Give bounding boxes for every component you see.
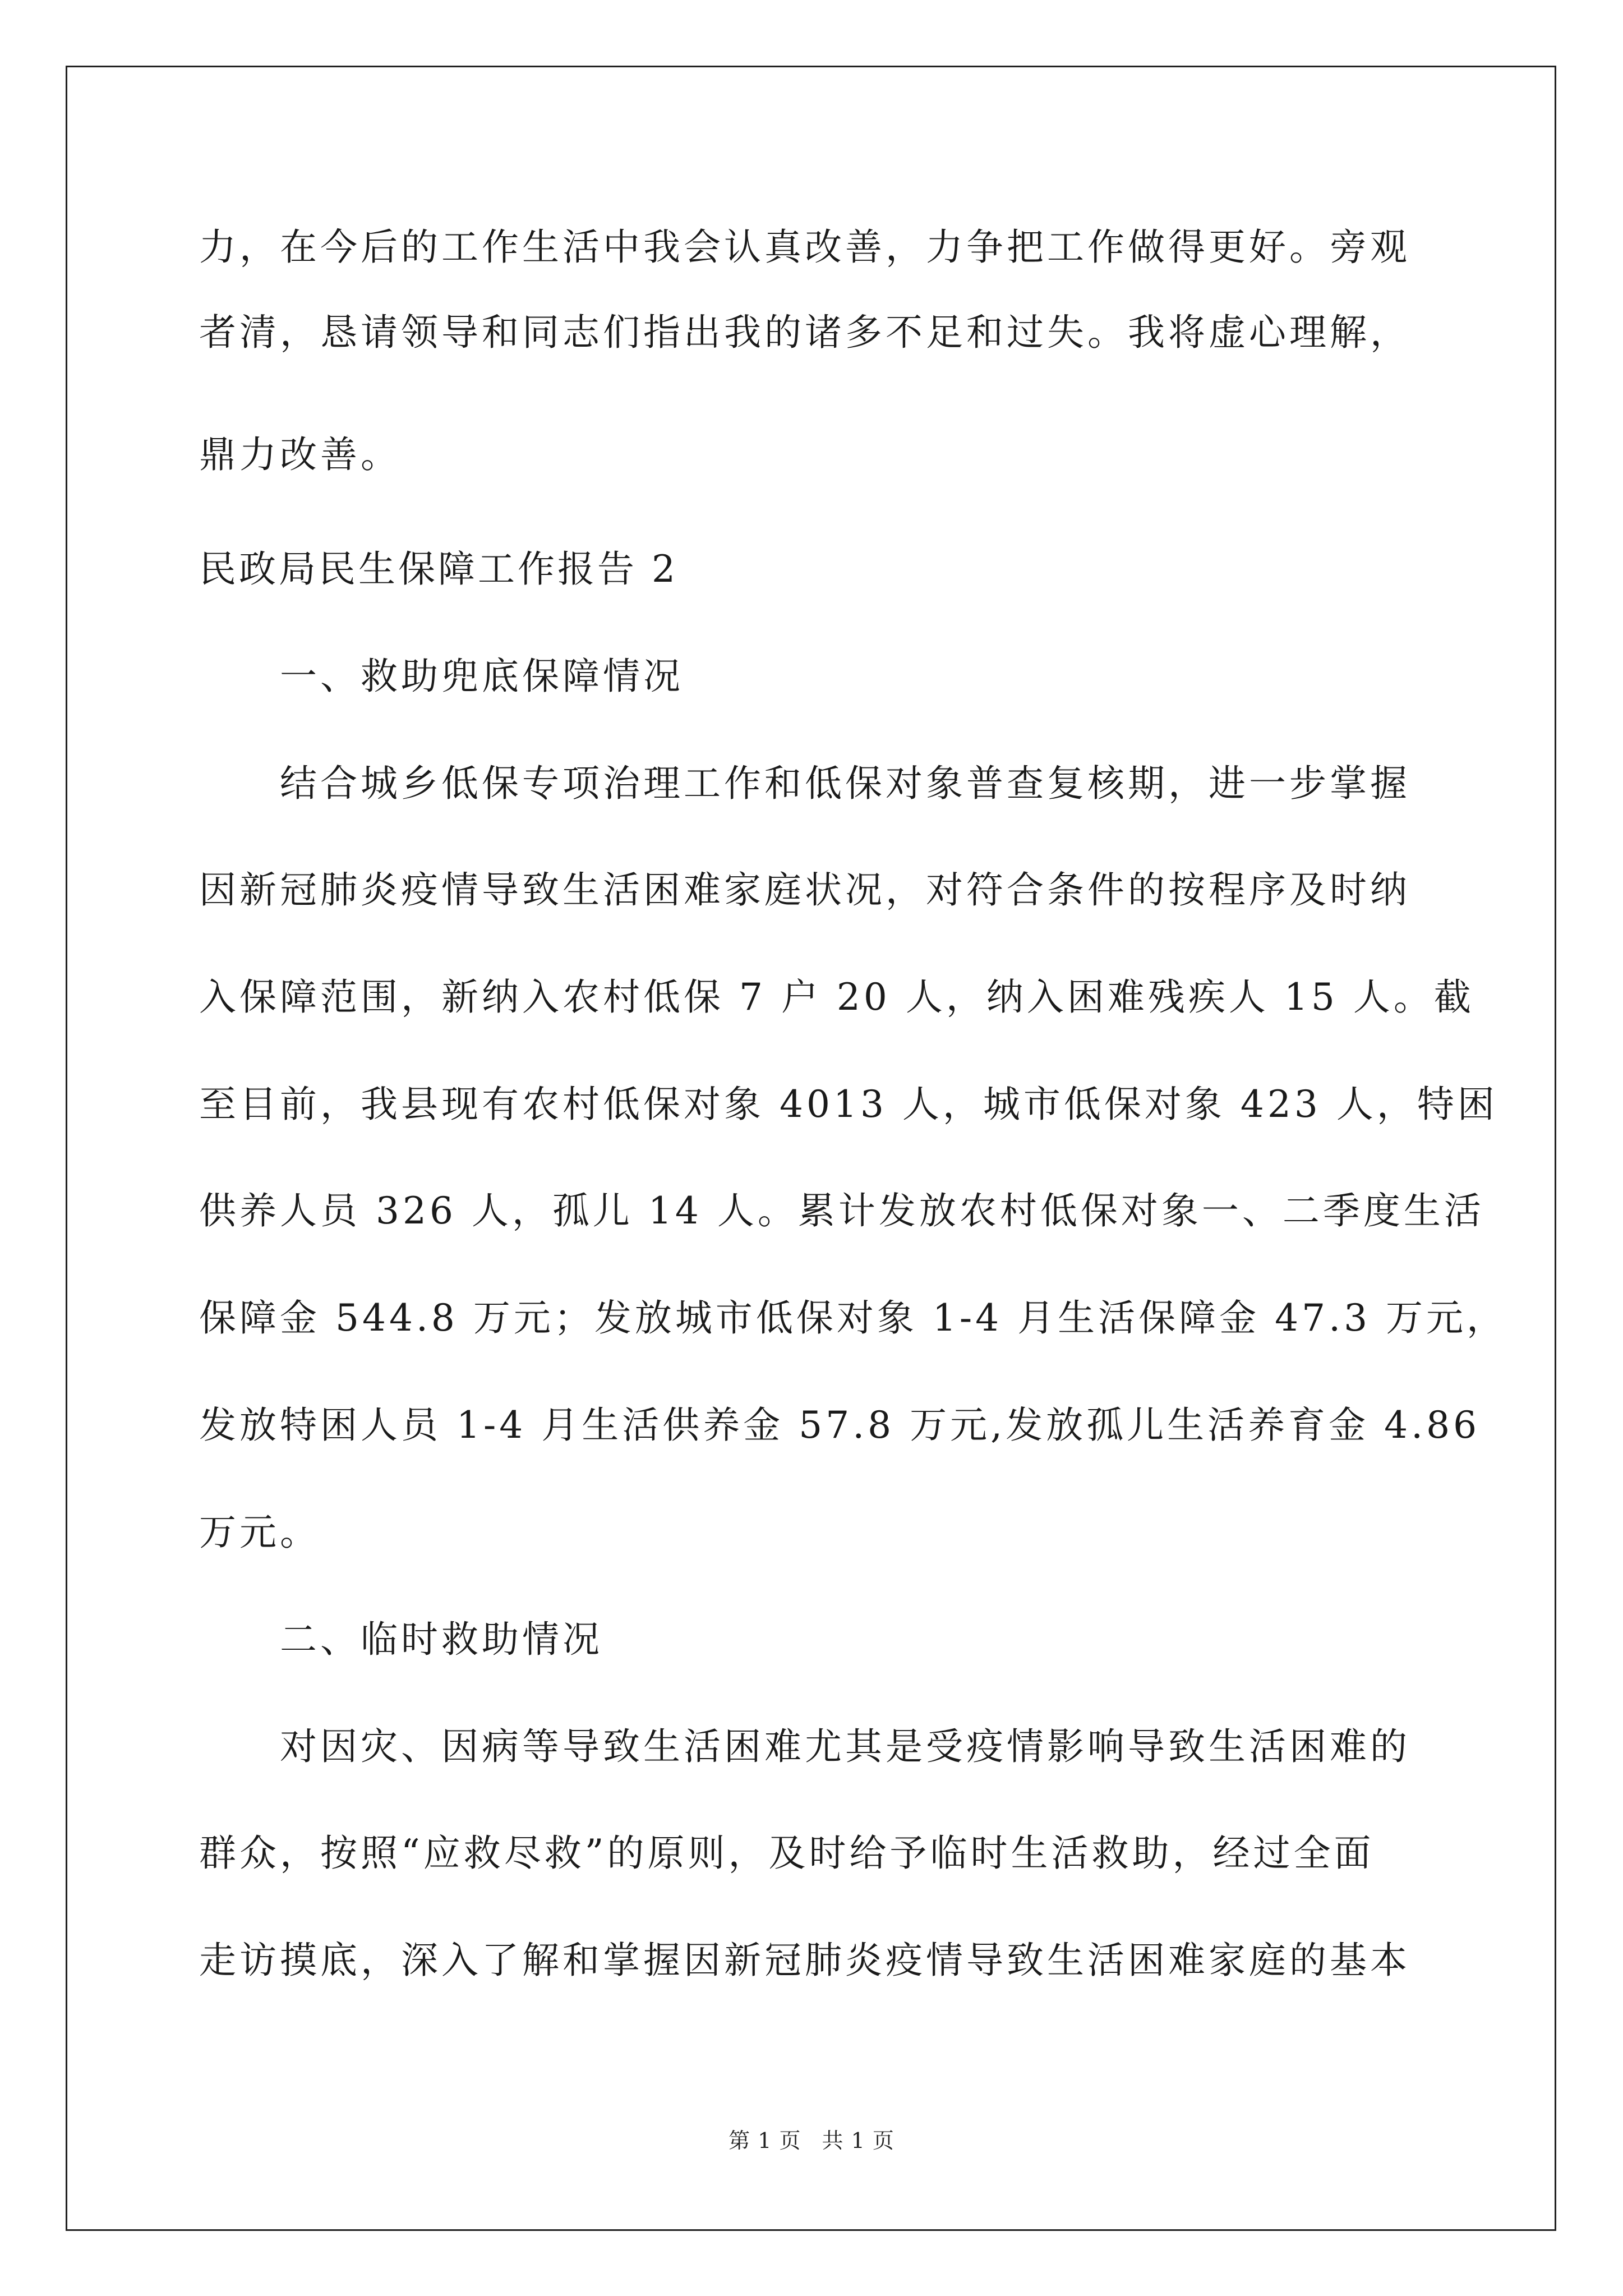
section-heading-1: 一、救助兜底保障情况 [199,655,684,698]
page-border [66,66,1556,2231]
body-line-13: 万元。 [199,1511,320,1554]
body-line-15: 对因灾、因病等导致生活困难尤其是受疫情影响导致生活困难的 [199,1725,1410,1768]
body-line-3: 鼎力改善。 [199,433,401,476]
body-line-12: 发放特困人员 1-4 月生活供养金 57.8 万元,发放孤儿生活养育金 4.86 [199,1404,1481,1447]
page-number: 第 1 页 [728,2128,801,2153]
body-line-8: 入保障范围，新纳入农村低保 7 户 20 人，纳入困难残疾人 15 人。截 [199,976,1474,1019]
body-line-10: 供养人员 326 人，孤儿 14 人。累计发放农村低保对象一、二季度生活 [199,1189,1484,1232]
page-total: 共 1 页 [822,2128,895,2153]
section-heading-2: 二、临时救助情况 [199,1618,603,1661]
report-title: 民政局民生保障工作报告 2 [199,547,678,591]
body-line-6: 结合城乡低保专项治理工作和低保对象普查复核期，进一步掌握 [199,762,1410,805]
body-line-11: 保障金 544.8 万元；发放城市低保对象 1-4 月生活保障金 47.3 万元， [199,1296,1507,1340]
body-line-2: 者清，恳请领导和同志们指出我的诸多不足和过失。我将虚心理解， [199,311,1410,354]
body-line-1: 力，在今后的工作生活中我会认真改善，力争把工作做得更好。旁观 [199,226,1410,269]
body-line-9: 至目前，我县现有农村低保对象 4013 人，城市低保对象 423 人，特困 [199,1083,1498,1126]
body-line-16: 群众，按照“应救尽救”的原则，及时给予临时生活救助，经过全面 [199,1832,1375,1875]
body-line-17: 走访摸底，深入了解和掌握因新冠肺炎疫情导致生活困难家庭的基本 [199,1939,1410,1982]
page-footer [0,2123,1623,2154]
body-line-7: 因新冠肺炎疫情导致生活困难家庭状况，对符合条件的按程序及时纳 [199,868,1410,912]
